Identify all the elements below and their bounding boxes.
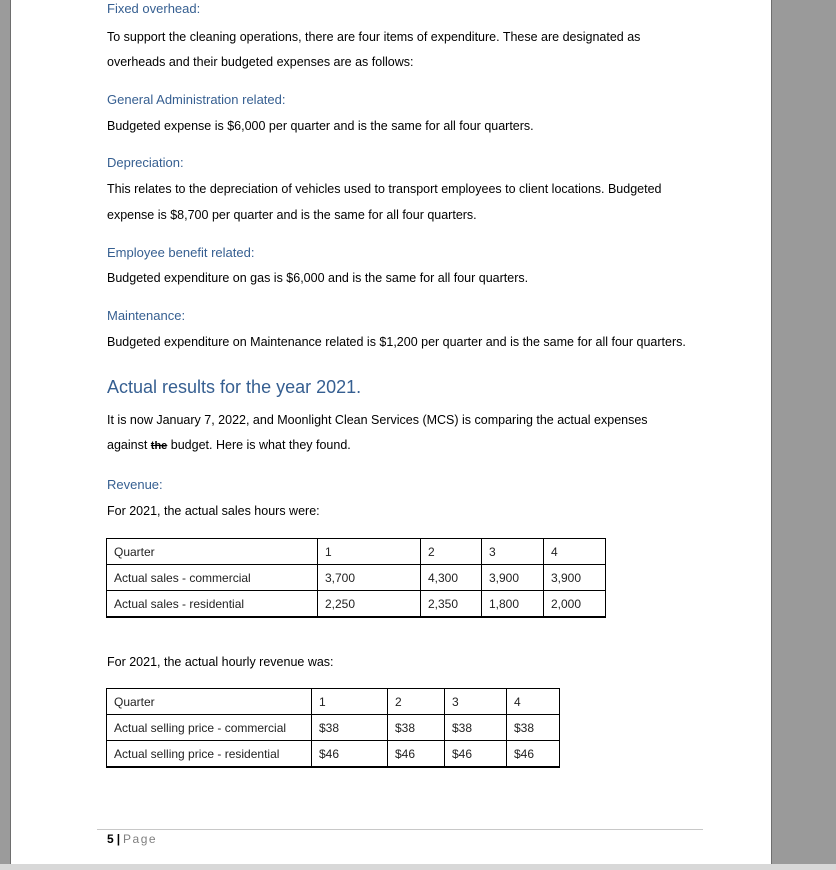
- price-table-row: [107, 689, 560, 715]
- actual-results-heading: Actual results for the year 2021.: [107, 377, 362, 397]
- price-table-cell: $46: [507, 741, 560, 768]
- maintenance-line-1: Budgeted expenditure on Maintenance related is $1,200 per quarter and is the same for all four quarters.: [107, 335, 686, 349]
- price-table-cell: $46: [445, 741, 507, 768]
- hours-table-cell: 3,900: [482, 565, 544, 591]
- footer-rule: [97, 829, 703, 830]
- actual-results-line-1: It is now January 7, 2022, and Moonlight Clean Services (MCS) is comparing the actual expenses: [107, 413, 648, 427]
- actual-results-line-2: [107, 438, 351, 452]
- gen-admin-heading: General Administration related:: [107, 92, 286, 107]
- employee-benefit-heading: Employee benefit related:: [107, 245, 255, 260]
- hours-table-cell: 3,900: [544, 565, 606, 591]
- hours-table-cell: 4,300: [421, 565, 482, 591]
- hours-table-cell: 3,700: [318, 565, 421, 591]
- price-table-row: [107, 741, 560, 768]
- depreciation-heading: Depreciation:: [107, 155, 184, 170]
- maintenance-heading: Maintenance:: [107, 308, 186, 323]
- page-label: Page: [123, 832, 158, 846]
- hours-table-cell: 1: [318, 539, 421, 565]
- hours-table-row: [107, 591, 606, 618]
- gen-admin-line-1: Budgeted expense is $6,000 per quarter and is the same for all four quarters.: [107, 119, 534, 133]
- actual-results-line-2b: budget. Here is what they found.: [170, 438, 351, 452]
- price-table-cell: Actual selling price - commercial: [107, 715, 312, 741]
- price-table-cell: $46: [388, 741, 445, 768]
- fixed-overhead-heading: Fixed overhead:: [107, 1, 201, 16]
- price-table-cell: $38: [312, 715, 388, 741]
- hours-table-cell: Actual sales - commercial: [107, 565, 318, 591]
- sales-hours-table: [106, 538, 606, 618]
- depreciation-line-2: expense is $8,700 per quarter and is the same for all four quarters.: [107, 208, 477, 222]
- page-footer: [107, 832, 157, 846]
- hours-table-cell: Quarter: [107, 539, 318, 565]
- hours-table-cell: Actual sales - residential: [107, 591, 318, 618]
- fixed-overhead-line-2: overheads and their budgeted expenses are as follows:: [107, 55, 414, 69]
- hours-table-row: [107, 539, 606, 565]
- fixed-overhead-line-1: To support the cleaning operations, there are four items of expenditure. These are designated as: [107, 30, 641, 44]
- hours-table-cell: 2,250: [318, 591, 421, 618]
- price-table-cell: $38: [445, 715, 507, 741]
- hours-table-cell: 4: [544, 539, 606, 565]
- document-page: [10, 0, 772, 864]
- price-table-cell: Actual selling price - residential: [107, 741, 312, 768]
- price-table-cell: 1: [312, 689, 388, 715]
- struck-word: the: [150, 440, 168, 452]
- hours-table-cell: 3: [482, 539, 544, 565]
- revenue-heading: Revenue:: [107, 477, 163, 492]
- price-table-cell: 3: [445, 689, 507, 715]
- bottom-scroll-area: [0, 864, 836, 870]
- hours-table-cell: 2: [421, 539, 482, 565]
- actual-results-line-2a: against: [107, 438, 148, 452]
- price-table-cell: 2: [388, 689, 445, 715]
- price-table-row: [107, 715, 560, 741]
- footer-separator: |: [116, 832, 121, 846]
- employee-benefit-line-1: Budgeted expenditure on gas is $6,000 and is the same for all four quarters.: [107, 271, 529, 285]
- hours-table-cell: 2,350: [421, 591, 482, 618]
- hours-intro: For 2021, the actual sales hours were:: [107, 504, 320, 518]
- price-table-cell: $38: [388, 715, 445, 741]
- page-number: 5: [107, 832, 114, 846]
- hours-table-cell: 1,800: [482, 591, 544, 618]
- hours-table-cell: 2,000: [544, 591, 606, 618]
- hours-table-row: [107, 565, 606, 591]
- left-gutter: [0, 0, 10, 870]
- price-intro: For 2021, the actual hourly revenue was:: [107, 655, 334, 669]
- price-table-cell: 4: [507, 689, 560, 715]
- price-table-cell: $38: [507, 715, 560, 741]
- price-table-cell: Quarter: [107, 689, 312, 715]
- depreciation-line-1: This relates to the depreciation of vehicles used to transport employees to client locations. Budgeted: [107, 182, 662, 196]
- price-table-cell: $46: [312, 741, 388, 768]
- selling-price-table: [106, 688, 560, 768]
- right-gutter: [792, 0, 836, 870]
